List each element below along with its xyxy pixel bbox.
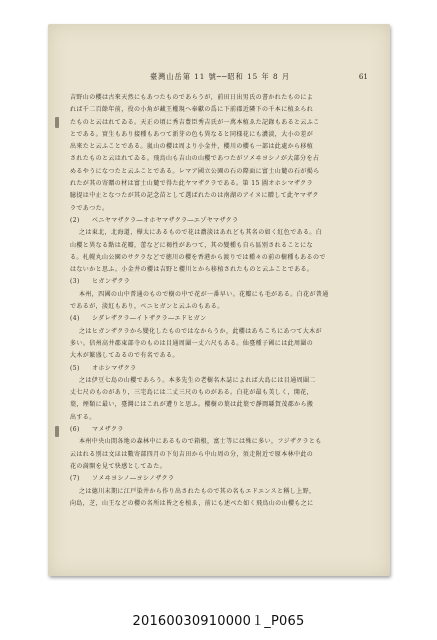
section-title: ソメヰヨシノ―ヨシノザクラ <box>92 475 175 483</box>
text-line: 大木が繁盛してゐるので有名である。 <box>70 352 179 360</box>
text-line: 出する。 <box>70 413 96 421</box>
section-number: (2) <box>70 216 80 224</box>
section-title: シダレザクラ―イトザクラ―エドヒガン <box>92 315 207 323</box>
section-title: ベニヤマザクラ―オホヤマザクラ―エゾヤマザクラ <box>92 216 239 224</box>
text-line: めるやうになつたと云ふことである。レマア國立公園の石の際面に富士山麓の石が掲ら <box>70 167 320 175</box>
section-heading <box>70 313 372 325</box>
section-heading <box>70 215 372 227</box>
section-title: ヒガンザクラ <box>92 278 131 286</box>
section-heading <box>70 473 372 485</box>
text-line: 之はヒガンザクラから變化したものではなからうか，此櫻はあちこちにあつて大木が <box>79 327 322 335</box>
page-number: 61 <box>358 72 368 81</box>
text-line: たものと云はれてゐる。天正の頃に秀吉豊臣秀吉氏が一萬本植ゑた記錄もあると云ふこ <box>70 118 320 126</box>
staple <box>55 426 59 437</box>
text-line: れたが其の寄贈の材は富士山麓で得た此ヤマザクラである。第 15 圖オホシマザクラ <box>70 180 313 188</box>
text-line: 之は德川末期に江戸染井から作り出されたもので其の名もエドエンスと稱し上野， <box>79 487 316 495</box>
text-line: 之は東北，北海道，樺太にあるもので花は濃淡はあれども其名の如く紅色である。白 <box>79 229 323 237</box>
section-heading <box>70 276 372 288</box>
text-line: 本州，四國の山中普通のもので樹の中で花が一番早い。花瓣にも毛がある。白花が普通 <box>79 290 329 298</box>
text-line: 之は伊豆七島の山櫻であらう。本多先生の老樹名木誌によれば大島には目通周圍二 <box>79 376 316 384</box>
section-number: (5) <box>70 364 80 372</box>
section-6 <box>70 424 372 473</box>
text-line: されたものと云はれてゐる。飛鳥山も吉山の山櫻であつたがソメヰヨシノが大部分を占 <box>70 155 320 163</box>
page-body <box>70 92 372 510</box>
section-number: (3) <box>70 278 80 286</box>
staple <box>55 117 59 128</box>
text-line: れば千二百餘年前，役の小角が藏王權現へ奉獻の爲に下前郡近隣下の千本に植ゑられ <box>70 106 314 114</box>
section-3 <box>70 276 372 313</box>
section-7 <box>70 473 372 510</box>
text-line: 向島，芝，山王などの櫻の名所は皆之を植ゑ，前にも述べた如く飛鳥山の山櫻も之に <box>70 499 314 507</box>
text-line: ラであつた。 <box>70 204 109 212</box>
text-line: 吉野山の櫻は古來天然にもあつたものであらうが，前田日出男氏の書かれたものによ <box>70 94 314 101</box>
section-number: (6) <box>70 426 80 434</box>
section-4 <box>70 313 372 362</box>
text-line: 山櫻と異なる點は花瓣，蕾などに褐性があつて，其の變種も自ら區別されることにな <box>70 241 314 249</box>
text-line: とである。實生もあり接種もあつて新芽の色も異なると同様花にも濃淡，大小の差が <box>70 130 314 138</box>
text-line: 多い。信州高井郡東部寺のものは目通周圍一丈六尺もある。仙臺種子國には此周圍の <box>70 339 314 347</box>
text-line: 花の満開を見て快感としてゐた。 <box>70 462 167 470</box>
text-line: 葉，煙類に最い，臺灣にはこれが遭りと思ふ。櫻樹の葉は此葉で靜岡縣賀茂郡から搬 <box>70 401 314 409</box>
section-title: オホシマザクラ <box>92 364 137 372</box>
text-line: 云はれる別は文ほは數寄部四月の下旬吉田から中山周の分，須走附近で原本林中此の <box>70 450 314 458</box>
section-heading <box>70 424 372 436</box>
image-caption: 20160030910000１_P065 <box>132 614 305 629</box>
text-line: であるが，淡紅もあり，ベニヒガンと云ふのもある。 <box>70 303 224 311</box>
section-number: (7) <box>70 475 80 483</box>
text-line: 本州中央山間各地の森林中にあるもので箱根，富士等には殊に多い，フジザクラとも <box>79 438 322 446</box>
section-title: マメザクラ <box>92 426 124 434</box>
page-header <box>72 72 368 84</box>
text-line: 丈七尺のものがあり，三宅島には二丈三尺のものがある。白花が最も美しく，開花， <box>70 389 314 397</box>
text-line: 臆提は中止となつたが其の記念苗として選ばれたのは南湖のアイヌに贈して此ヤマザク <box>70 192 319 200</box>
text-line: はないかと思ふ。小金井の櫻は吉野と櫻川とから移植されたものと云ふことである。 <box>70 266 314 274</box>
book-page <box>48 24 390 576</box>
text-line: 出來たと云ふことである。嵐山の櫻は周より小金井，櫻川の櫻も一部は此處から移植 <box>70 143 314 151</box>
section-2 <box>70 215 372 276</box>
text-line: る。札幌丸山公園のサクラなどで徳川の櫻を香港から渡りでは種々の前の樹種もあるので <box>70 253 326 261</box>
intro-paragraph <box>70 92 372 215</box>
section-heading <box>70 363 372 375</box>
section-number: (4) <box>70 315 80 323</box>
running-title: 臺灣山岳第 11 號──昭和 15 年 8 月 <box>149 72 291 81</box>
section-5 <box>70 363 372 424</box>
